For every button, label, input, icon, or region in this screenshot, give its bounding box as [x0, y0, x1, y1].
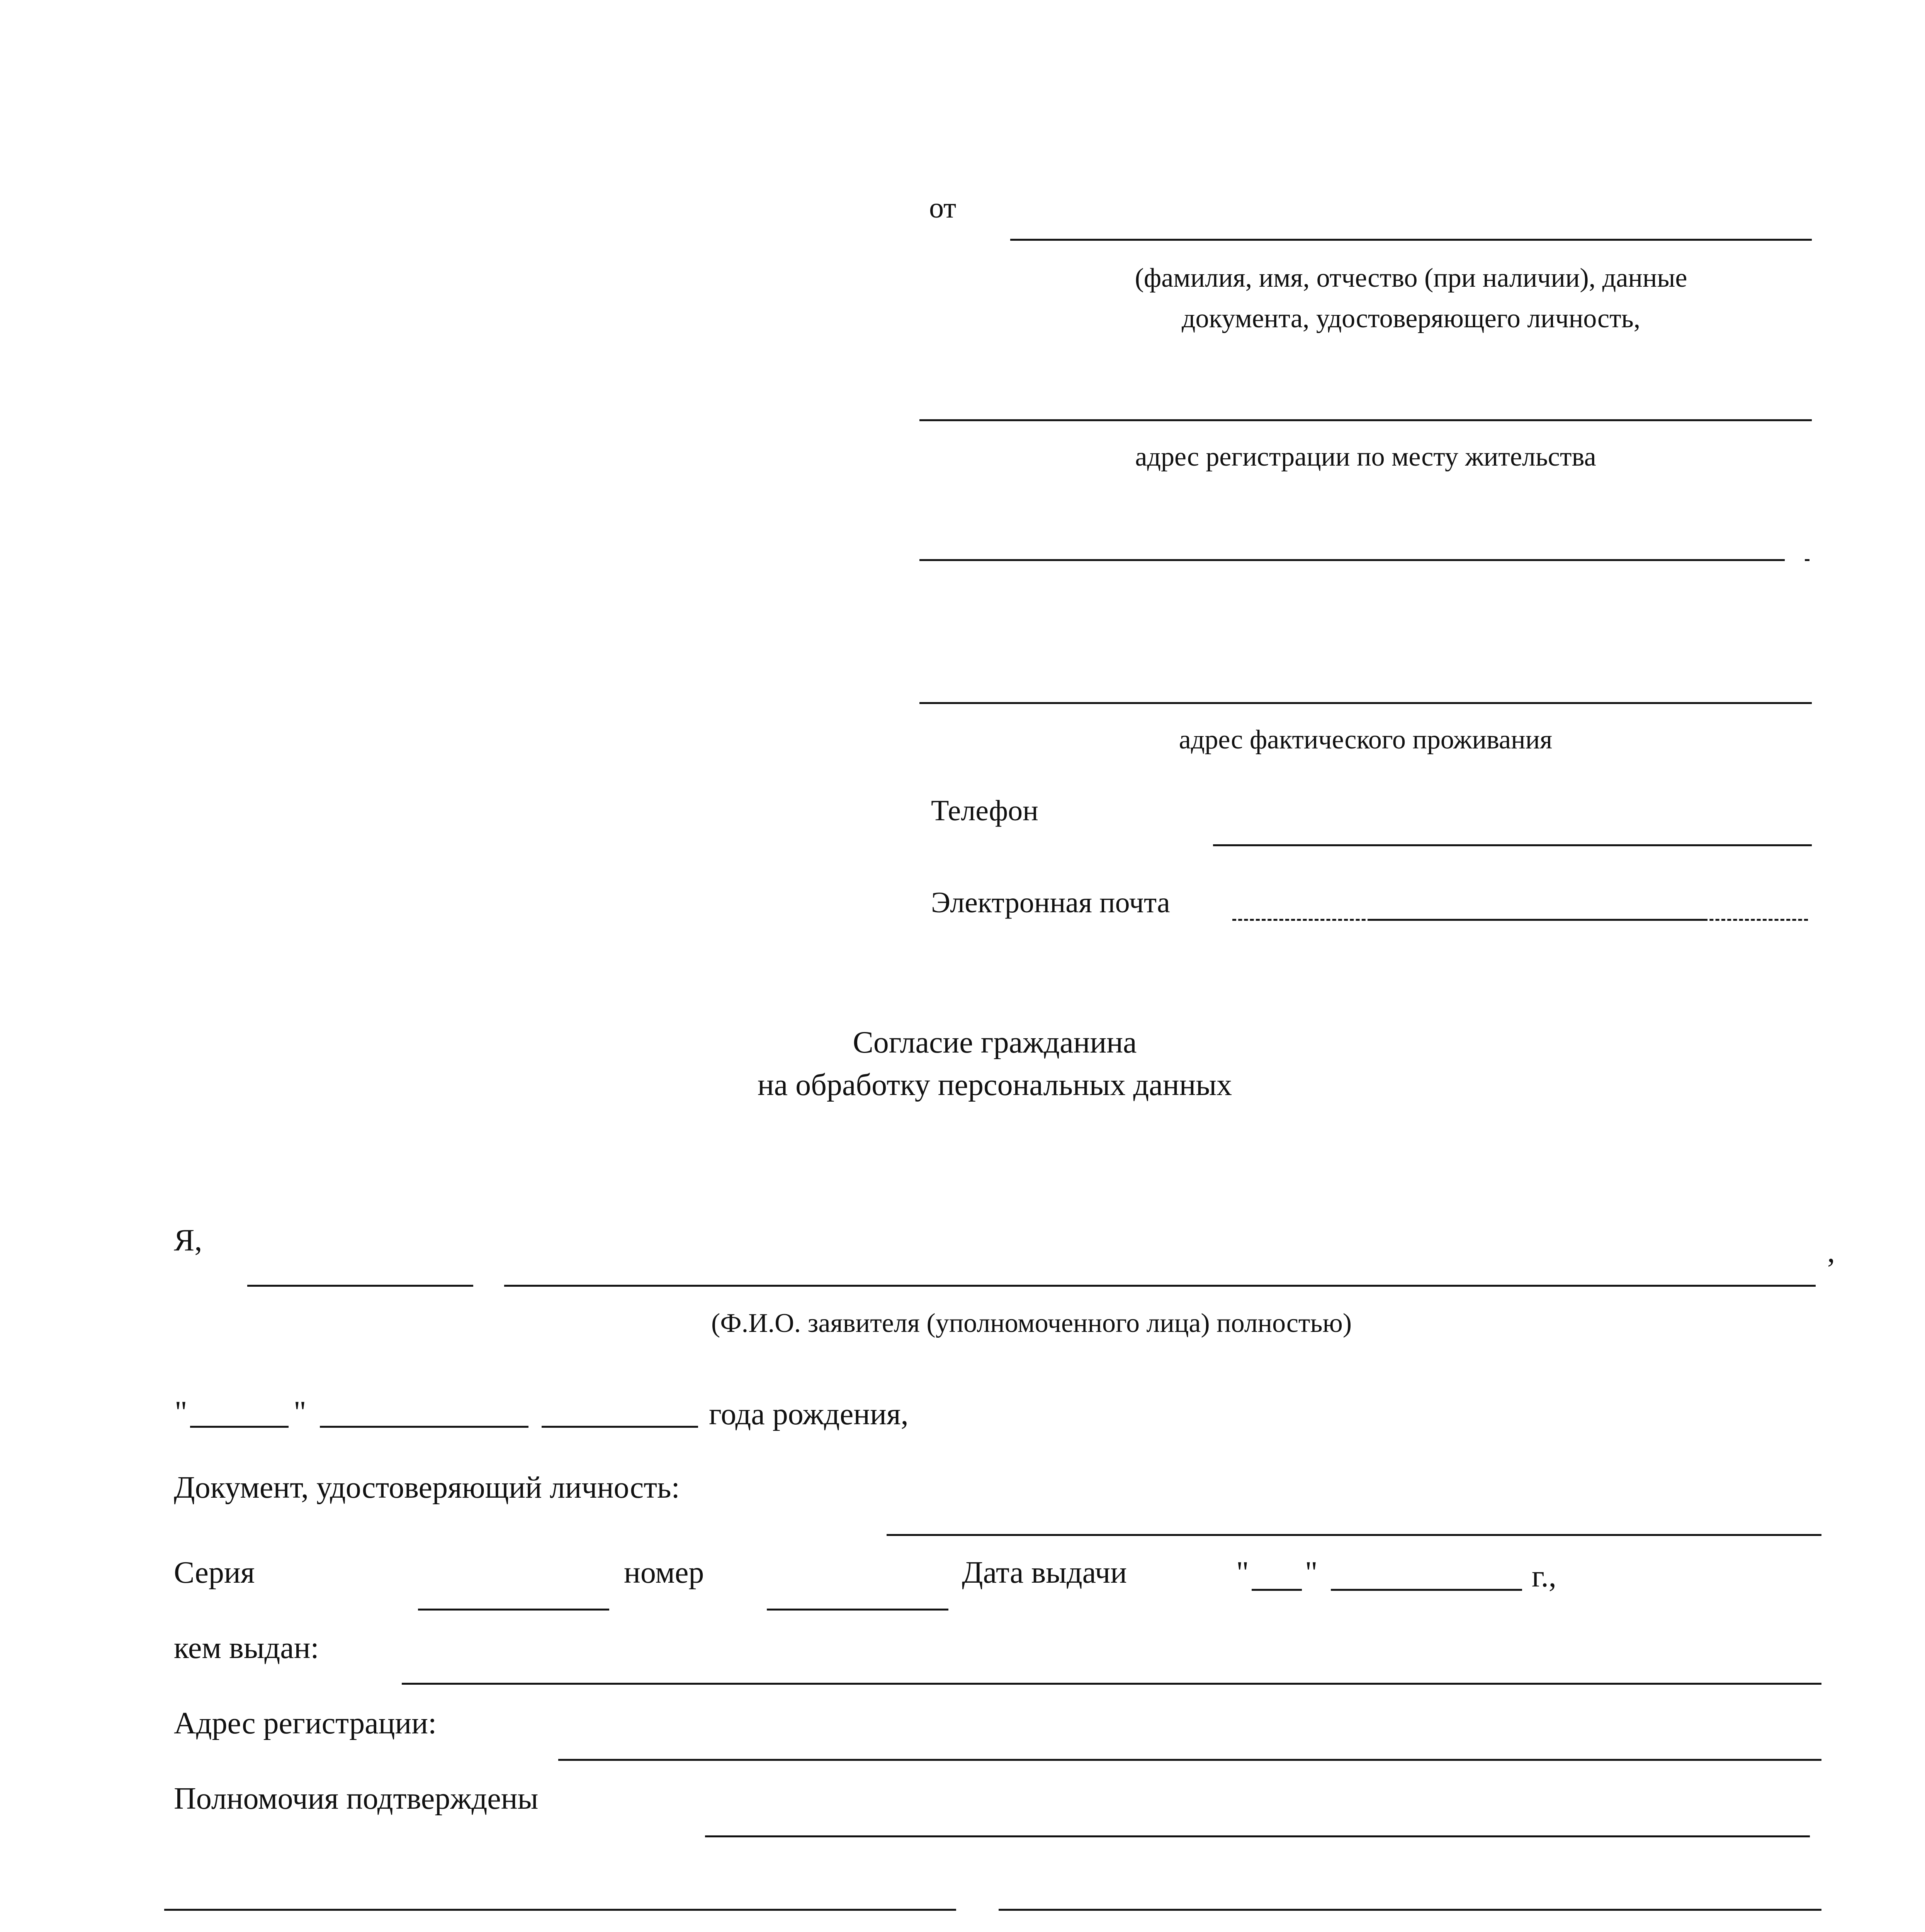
issue-month-line[interactable] — [1331, 1589, 1522, 1591]
id-doc-line[interactable] — [887, 1534, 1821, 1536]
fio-line-b[interactable] — [504, 1285, 1816, 1287]
issue-day-line[interactable] — [1252, 1589, 1302, 1591]
birth-close-quote: " — [294, 1395, 306, 1429]
reg-address-field-line[interactable] — [558, 1759, 1821, 1761]
fio-comma: , — [1827, 1235, 1835, 1269]
birth-year-line[interactable] — [542, 1426, 698, 1428]
id-doc-label: Документ, удостоверяющий личность: — [174, 1471, 680, 1505]
reg-address-caption: адрес регистрации по месту жительства — [1135, 442, 1596, 472]
authority-doc-line-a[interactable] — [164, 1909, 956, 1911]
birth-month-line[interactable] — [320, 1426, 528, 1428]
authority-label: Полномочия подтверждены — [174, 1782, 539, 1816]
phone-line[interactable] — [1213, 844, 1812, 846]
issued-by-line[interactable] — [402, 1683, 1821, 1685]
email-line[interactable] — [1371, 919, 1704, 921]
birth-open-quote: " — [175, 1395, 187, 1429]
issue-close-quote: " — [1305, 1556, 1318, 1590]
from-name-line[interactable] — [1010, 239, 1812, 241]
reg-address-label: Адрес регистрации: — [174, 1706, 437, 1740]
reg-address-dot — [1805, 559, 1809, 561]
email-dash-right — [1704, 919, 1808, 921]
authority-line[interactable] — [705, 1835, 1810, 1837]
email-dash-left — [1232, 919, 1371, 921]
actual-address-line[interactable] — [919, 702, 1812, 704]
title-line2: на обработку персональных данных — [757, 1068, 1232, 1102]
number-line[interactable] — [767, 1609, 948, 1611]
series-label: Серия — [174, 1556, 255, 1590]
email-label: Электронная почта — [931, 886, 1170, 919]
year-suffix: г., — [1532, 1560, 1556, 1594]
from-caption-line2: документа, удостоверяющего личность, — [1181, 304, 1641, 333]
title-line1: Согласие гражданина — [853, 1026, 1137, 1060]
issue-open-quote: " — [1236, 1556, 1249, 1590]
number-label: номер — [624, 1556, 704, 1590]
issued-by-label: кем выдан: — [174, 1631, 319, 1665]
from-caption-line1: (фамилия, имя, отчество (при наличии), данные — [1135, 263, 1687, 293]
from-label: от — [929, 192, 957, 224]
birth-day-line[interactable] — [190, 1426, 289, 1428]
actual-address-caption: адрес фактического проживания — [1179, 725, 1553, 755]
series-line[interactable] — [418, 1609, 609, 1611]
reg-address-line[interactable] — [919, 559, 1785, 561]
fio-line-a[interactable] — [247, 1285, 473, 1287]
i-label: Я, — [174, 1223, 202, 1257]
fio-caption: (Ф.И.О. заявителя (уполномоченного лица) полностью) — [711, 1308, 1352, 1338]
authority-doc-line-b[interactable] — [999, 1909, 1821, 1911]
phone-label: Телефон — [931, 794, 1038, 827]
birth-suffix: года рождения, — [709, 1397, 909, 1431]
issue-date-label: Дата выдачи — [962, 1556, 1127, 1590]
from-doc-line[interactable] — [919, 419, 1812, 421]
